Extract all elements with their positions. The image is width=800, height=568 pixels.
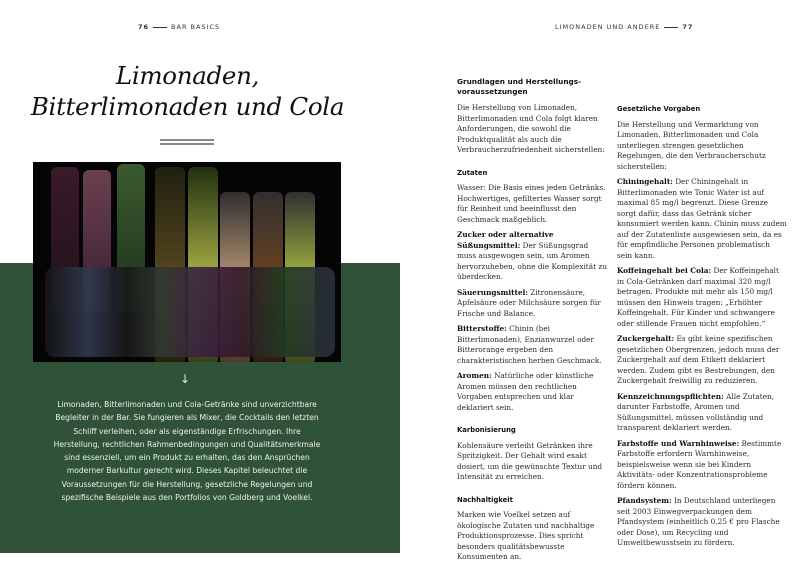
definition: Zitronensäure, Apfelsäure oder Milchsäure sorgen für Frische und Balance.: [457, 287, 601, 318]
arrow-down-icon: ↓: [180, 372, 191, 386]
paragraph: [617, 266, 787, 329]
subheading: Karbonisierung: [457, 426, 516, 434]
paragraph: Die Herstellung und Vermarktung von Limonaden, Bitterlimonaden und Cola unterliegen strengen gesetzlichen Regelungen, die den Verbraucherschutz sicherstellen:: [617, 119, 766, 171]
paragraph: Kohlensäure verleiht Getränken ihre Spritzigkeit. Der Gehalt wird exakt dosiert, um die gewünschte Textur und Intensität zu erreichen.: [457, 440, 603, 481]
subheading: Zutaten: [457, 168, 488, 177]
paragraph: Marken wie Voelkel setzen auf ökologische Zutaten und nachhaltige Produktionsprozesse. Dies spricht besonders qualitätsbewusste Konsumenten an.: [457, 510, 595, 561]
term: Aromen:: [457, 371, 492, 380]
term: Säuerungsmittel:: [457, 287, 528, 297]
chapter-title: [0, 60, 375, 122]
column-2: [617, 104, 787, 554]
paragraph: [617, 177, 787, 261]
divider: [160, 143, 214, 145]
running-head-right: [555, 23, 693, 31]
definition: Chinin (bei Bitterlimonaden), Enzianwurzel oder Bitterorange ergeben den charakteristischen herben Geschmack.: [457, 324, 602, 365]
subheading: Gesetzliche Vorgaben: [617, 105, 701, 113]
paragraph: [617, 496, 787, 549]
paragraph: [457, 288, 607, 320]
paragraph: Wasser: Die Basis eines jeden Getränks. Hochwertiges, gefiltertes Wasser sorgt für Reinheit und beeinflusst den Geschmack maßgeblich.: [457, 183, 606, 224]
section-heading: Grundlagen und Herstellungsvoraussetzungen: [457, 77, 582, 96]
term: Kennzeichnungspflichten:: [617, 391, 724, 401]
left-page: [0, 0, 400, 553]
title-line: Bitterlimonaden und Cola: [30, 92, 345, 121]
term: Bitterstoffe:: [457, 324, 507, 333]
running-head-text: BAR BASICS: [171, 23, 221, 31]
subheading: Nachhaltigkeit: [457, 495, 513, 504]
term: Zucker oder alternative Süßungsmittel:: [457, 230, 554, 250]
term: Pfandsystem:: [617, 496, 672, 505]
definition: Alle Zutaten, darunter Farbstoffe, Aromen und Süßungsmittel, müssen vollständig und transparent deklariert werden.: [617, 391, 775, 432]
page-number: 77: [682, 23, 694, 31]
paragraph: [457, 324, 607, 366]
column-1: [457, 77, 607, 568]
definition: Bestimmte Farbstoffe erfordern Warnhinweise, beispielsweise wenn sie bei Kindern Aktivitäts- oder Konzentrationsprobleme fördern können.: [617, 438, 782, 490]
definition: Es gibt keine spezifischen gesetzlichen Obergrenzen, jedoch muss der Zuckergehalt auf dem Etikett deklariert werden. Zudem gibt es Bestrebungen, den Zuckergehalt freiwillig zu reduzieren.: [617, 334, 780, 385]
running-head-text: LIMONADEN UND ANDERE: [555, 23, 661, 31]
paragraph: [617, 334, 787, 387]
paragraph: [617, 439, 787, 492]
paragraph: [457, 371, 607, 413]
divider: [160, 139, 214, 141]
paragraph: [457, 230, 607, 283]
term: Koffeingehalt bei Cola:: [617, 266, 712, 275]
title-line: Limonaden,: [115, 61, 260, 90]
definition: In Deutschland unterliegen seit 2003 Einwegverpackungen dem Pfandsystem (einheitlich 0,25 € pro Flasche oder Dose), um Recycling und Umweltbewusstsein zu fördern.: [617, 496, 780, 547]
definition: Der Chiningehalt in Bitterlimonaden wie Tonic Water ist auf maximal 85 mg/l begrenzt. Diese Grenze sorgt dafür, dass das Getränk sicher konsumiert werden kann. Chinin muss zudem auf der Zutatenliste ausgewiesen sein, da es für empfindliche Personen problematisch sein kann.: [617, 177, 787, 260]
term: Zuckergehalt:: [617, 334, 675, 343]
paragraph: Die Herstellung von Limonaden, Bitterlimonaden und Cola folgt klaren Anforderungen, die sowohl die Produktqualität als auch die Verbraucherzufriedenheit sicherstellen:: [457, 103, 605, 154]
term: Chiningehalt:: [617, 177, 673, 186]
term: Farbstoffe und Warnhinweise:: [617, 438, 740, 448]
running-head-left: [138, 23, 220, 31]
bottles-photo: [33, 162, 341, 362]
right-page: [400, 0, 800, 561]
page-number: 76: [138, 23, 150, 31]
definition: Der Süßungsgrad muss ausgewogen sein, um Aromen hervorzuheben, ohne die Komplexität zu überdecken.: [457, 240, 607, 281]
chapter-intro: Limonaden, Bitterlimonaden und Cola-Getränke sind unverzichtbare Begleiter in der Bar. Sie fungieren als Mixer, die Cocktails den letzten Schliff verleihen, oder als eigenständige Erfrischungen. Ihre Herstellung, rechtlichen Rahmenbedingungen und Qualitätsmerkmale sind essenziell, um ein Produkt zu erhalten, das den Ansprüchen moderner Barkultur gerecht wird. Dieses Kapitel beleuchtet die Voraussetzungen für die Herstellung, gesetzliche Regelungen und spezifische Beispiele aus den Portfolios von Goldberg und Voelkel.: [53, 400, 321, 503]
paragraph: [617, 392, 787, 434]
definition: Der Koffeingehalt in Cola-Getränken darf maximal 320 mg/l betragen. Produkte mit mehr als 150 mg/l müssen den Hinweis tragen: „Erhöhter Koffeingehalt. Für Kinder und schwangere oder stillende Frauen nicht empfohlen.“: [617, 266, 779, 328]
definition: Natürliche oder künstliche Aromen müssen den rechtlichen Vorgaben entsprechen und klar deklariert sein.: [457, 371, 594, 412]
